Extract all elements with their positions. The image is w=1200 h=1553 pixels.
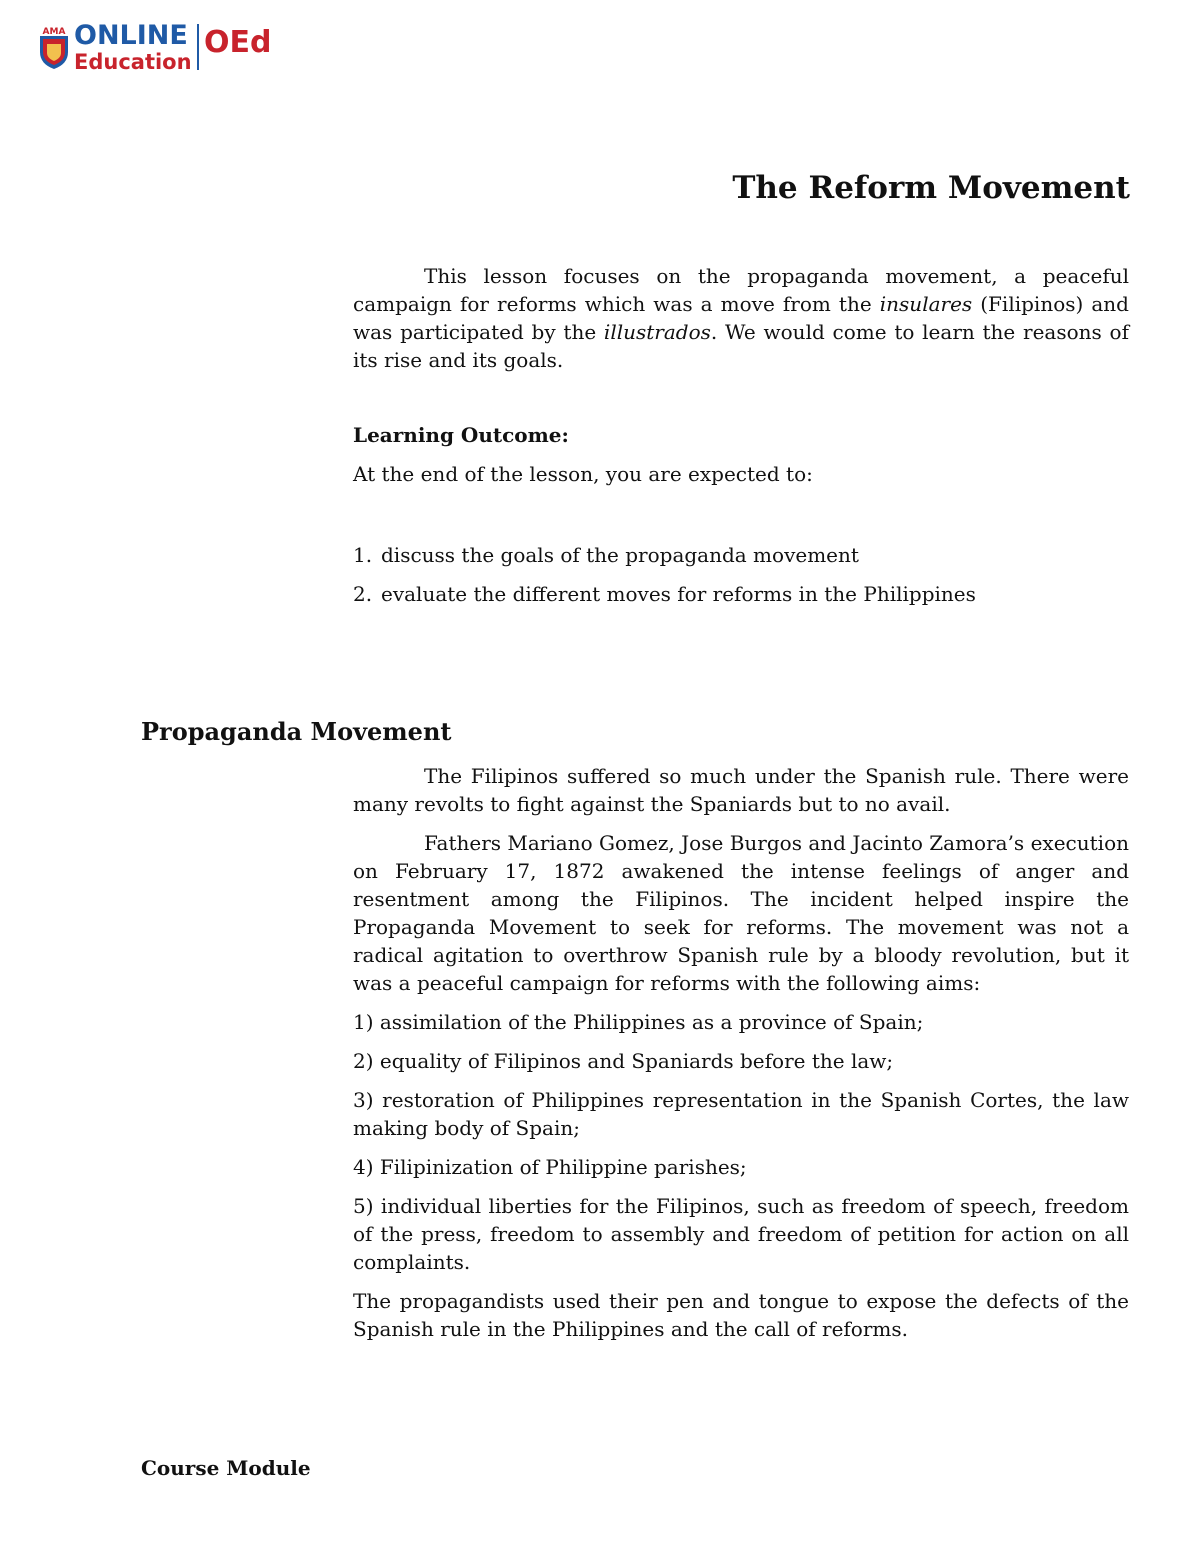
logo-oed-text: OEd — [204, 25, 272, 60]
learning-outcome-list — [353, 541, 976, 619]
aim-item: 2) equality of Filipinos and Spaniards before the law; — [353, 1049, 894, 1073]
aim-item: 1) assimilation of the Philippines as a province of Spain; — [353, 1010, 924, 1034]
section-paragraph: Fathers Mariano Gomez, Jose Burgos and Jacinto Zamora’s execution on February 17, 1872 awakened the intense feelings of anger and resentment among the Filipinos. The incident helped inspire the Propaganda Movement to seek for reforms. The movement was not a radical agitation to overthrow Spanish rule by a bloody revolution, but it was a peaceful campaign for reforms with the following aims: — [353, 831, 1129, 995]
section-heading: Propaganda Movement — [141, 717, 452, 746]
list-item-text: evaluate the different moves for reforms in the Philippines — [381, 582, 976, 606]
intro-paragraph — [353, 262, 1129, 374]
page-title: The Reform Movement — [732, 170, 1130, 206]
logo-education-text: Education — [74, 50, 192, 74]
list-item-text: discuss the goals of the propaganda movement — [381, 543, 859, 567]
logo-divider — [197, 24, 199, 70]
closing-paragraph: The propagandists used their pen and tongue to expose the defects of the Spanish rule in the Philippines and the call of reforms. — [353, 1289, 1129, 1341]
learning-outcome-intro: At the end of the lesson, you are expected to: — [353, 462, 813, 486]
list-item — [353, 541, 976, 580]
list-item — [353, 580, 976, 619]
intro-text-3: . We would come to learn the reasons of its rise and its goals. — [353, 320, 1130, 372]
intro-block — [353, 262, 1129, 374]
section-paragraph: The Filipinos suffered so much under the Spanish rule. There were many revolts to fight against the Spaniards but to no avail. — [353, 764, 1129, 816]
logo-online-text: ONLINE — [74, 20, 188, 51]
shield-label: AMA — [42, 27, 66, 37]
section-body — [353, 762, 1129, 1354]
shield-icon — [38, 24, 70, 70]
intro-text-2: (Filipinos) and was participated by the — [353, 292, 1129, 344]
intro-text-1: This lesson focuses on the propaganda movement, a peaceful campaign for reforms which was a move from the — [353, 264, 1129, 316]
aim-item: 4) Filipinization of Philippine parishes; — [353, 1155, 747, 1179]
intro-term-illustrados: illustrados — [603, 320, 711, 344]
footer-label: Course Module — [141, 1456, 311, 1480]
list-item-number: 2. — [353, 582, 373, 606]
aim-item: 3) restoration of Philippines representation in the Spanish Cortes, the law making body of Spain; — [353, 1088, 1129, 1140]
oed-logo — [36, 18, 276, 78]
aim-item: 5) individual liberties for the Filipinos, such as freedom of speech, freedom of the press, freedom to assembly and freedom of petition for action on all complaints. — [353, 1194, 1129, 1274]
learning-outcome-heading: Learning Outcome: — [353, 423, 569, 447]
intro-term-insulares: insulares — [879, 292, 973, 316]
list-item-number: 1. — [353, 543, 373, 567]
